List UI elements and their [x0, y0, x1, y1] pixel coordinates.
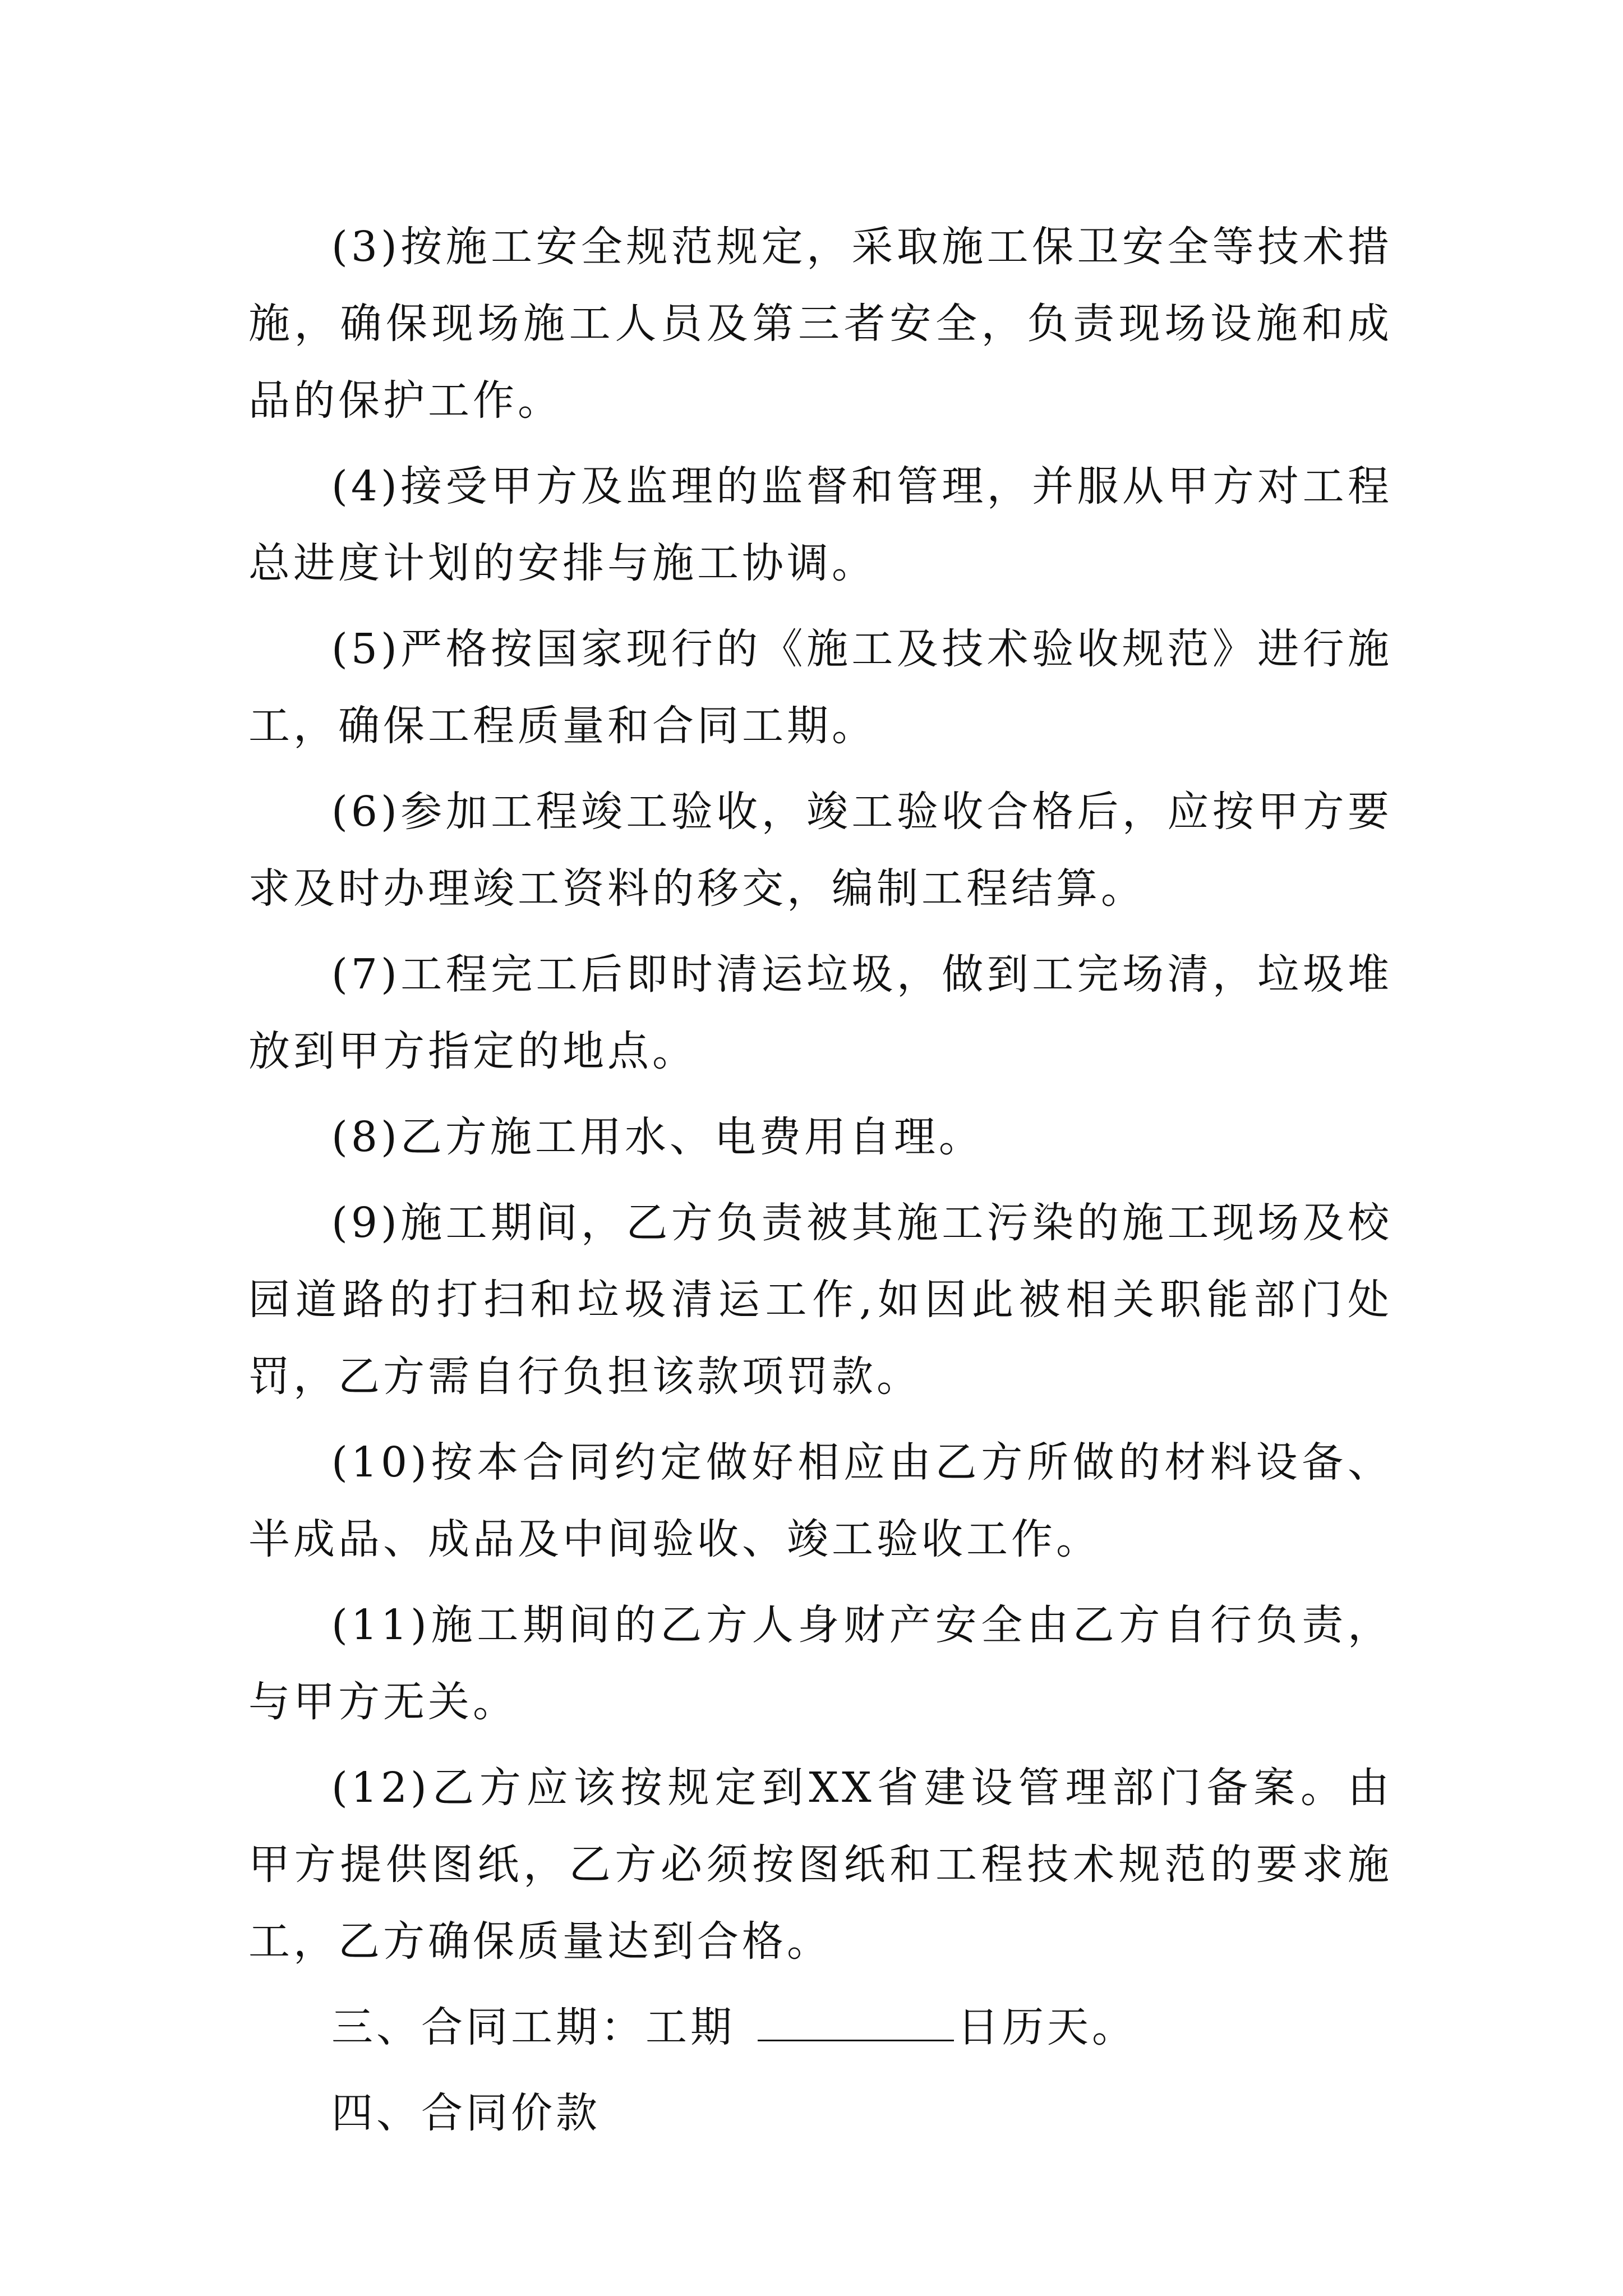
clause-11: (11)施工期间的乙方人身财产安全由乙方自行负责，与甲方无关。 — [248, 1601, 1393, 1726]
clause-8: (8)乙方施工用水、电费用自理。 — [331, 1113, 984, 1161]
contract-period-unit: 日历天。 — [957, 2003, 1137, 2051]
clause-9: (9)施工期间，乙方负责被其施工污染的施工现场及校园道路的打扫和垃圾清运工作,如因此被相关职能部门处罚，乙方需自行负担该款项罚款。 — [248, 1199, 1393, 1401]
section-contract-period — [248, 1989, 1393, 2066]
clause-5: (5)严格按国家现行的《施工及技术验收规范》进行施工，确保工程质量和合同工期。 — [248, 625, 1393, 750]
clause-7: (7)工程完工后即时清运垃圾，做到工完场清，垃圾堆放到甲方指定的地点。 — [248, 950, 1393, 1075]
contract-period-blank-field — [758, 2006, 954, 2041]
clause-6: (6)参加工程竣工验收，竣工验收合格后，应按甲方要求及时办理竣工资料的移交，编制工程结算。 — [248, 788, 1393, 913]
clause-10: (10)按本合同约定做好相应由乙方所做的材料设备、半成品、成品及中间验收、竣工验收工作。 — [248, 1438, 1393, 1563]
clause-3: (3)按施工安全规范规定，采取施工保卫安全等技术措施，确保现场施工人员及第三者安全，负责现场设施和成品的保护工作。 — [248, 223, 1393, 425]
document-body — [248, 209, 1393, 2161]
section-contract-price-heading: 四、合同价款 — [331, 2089, 601, 2137]
contract-period-label: 三、合同工期：工期 — [331, 2003, 735, 2051]
clause-12: (12)乙方应该按规定到XX省建设管理部门备案。由甲方提供图纸，乙方必须按图纸和工程技术规范的要求施工，乙方确保质量达到合格。 — [248, 1764, 1393, 1966]
clause-4: (4)接受甲方及监理的监督和管理，并服从甲方对工程总进度计划的安排与施工协调。 — [248, 462, 1393, 587]
